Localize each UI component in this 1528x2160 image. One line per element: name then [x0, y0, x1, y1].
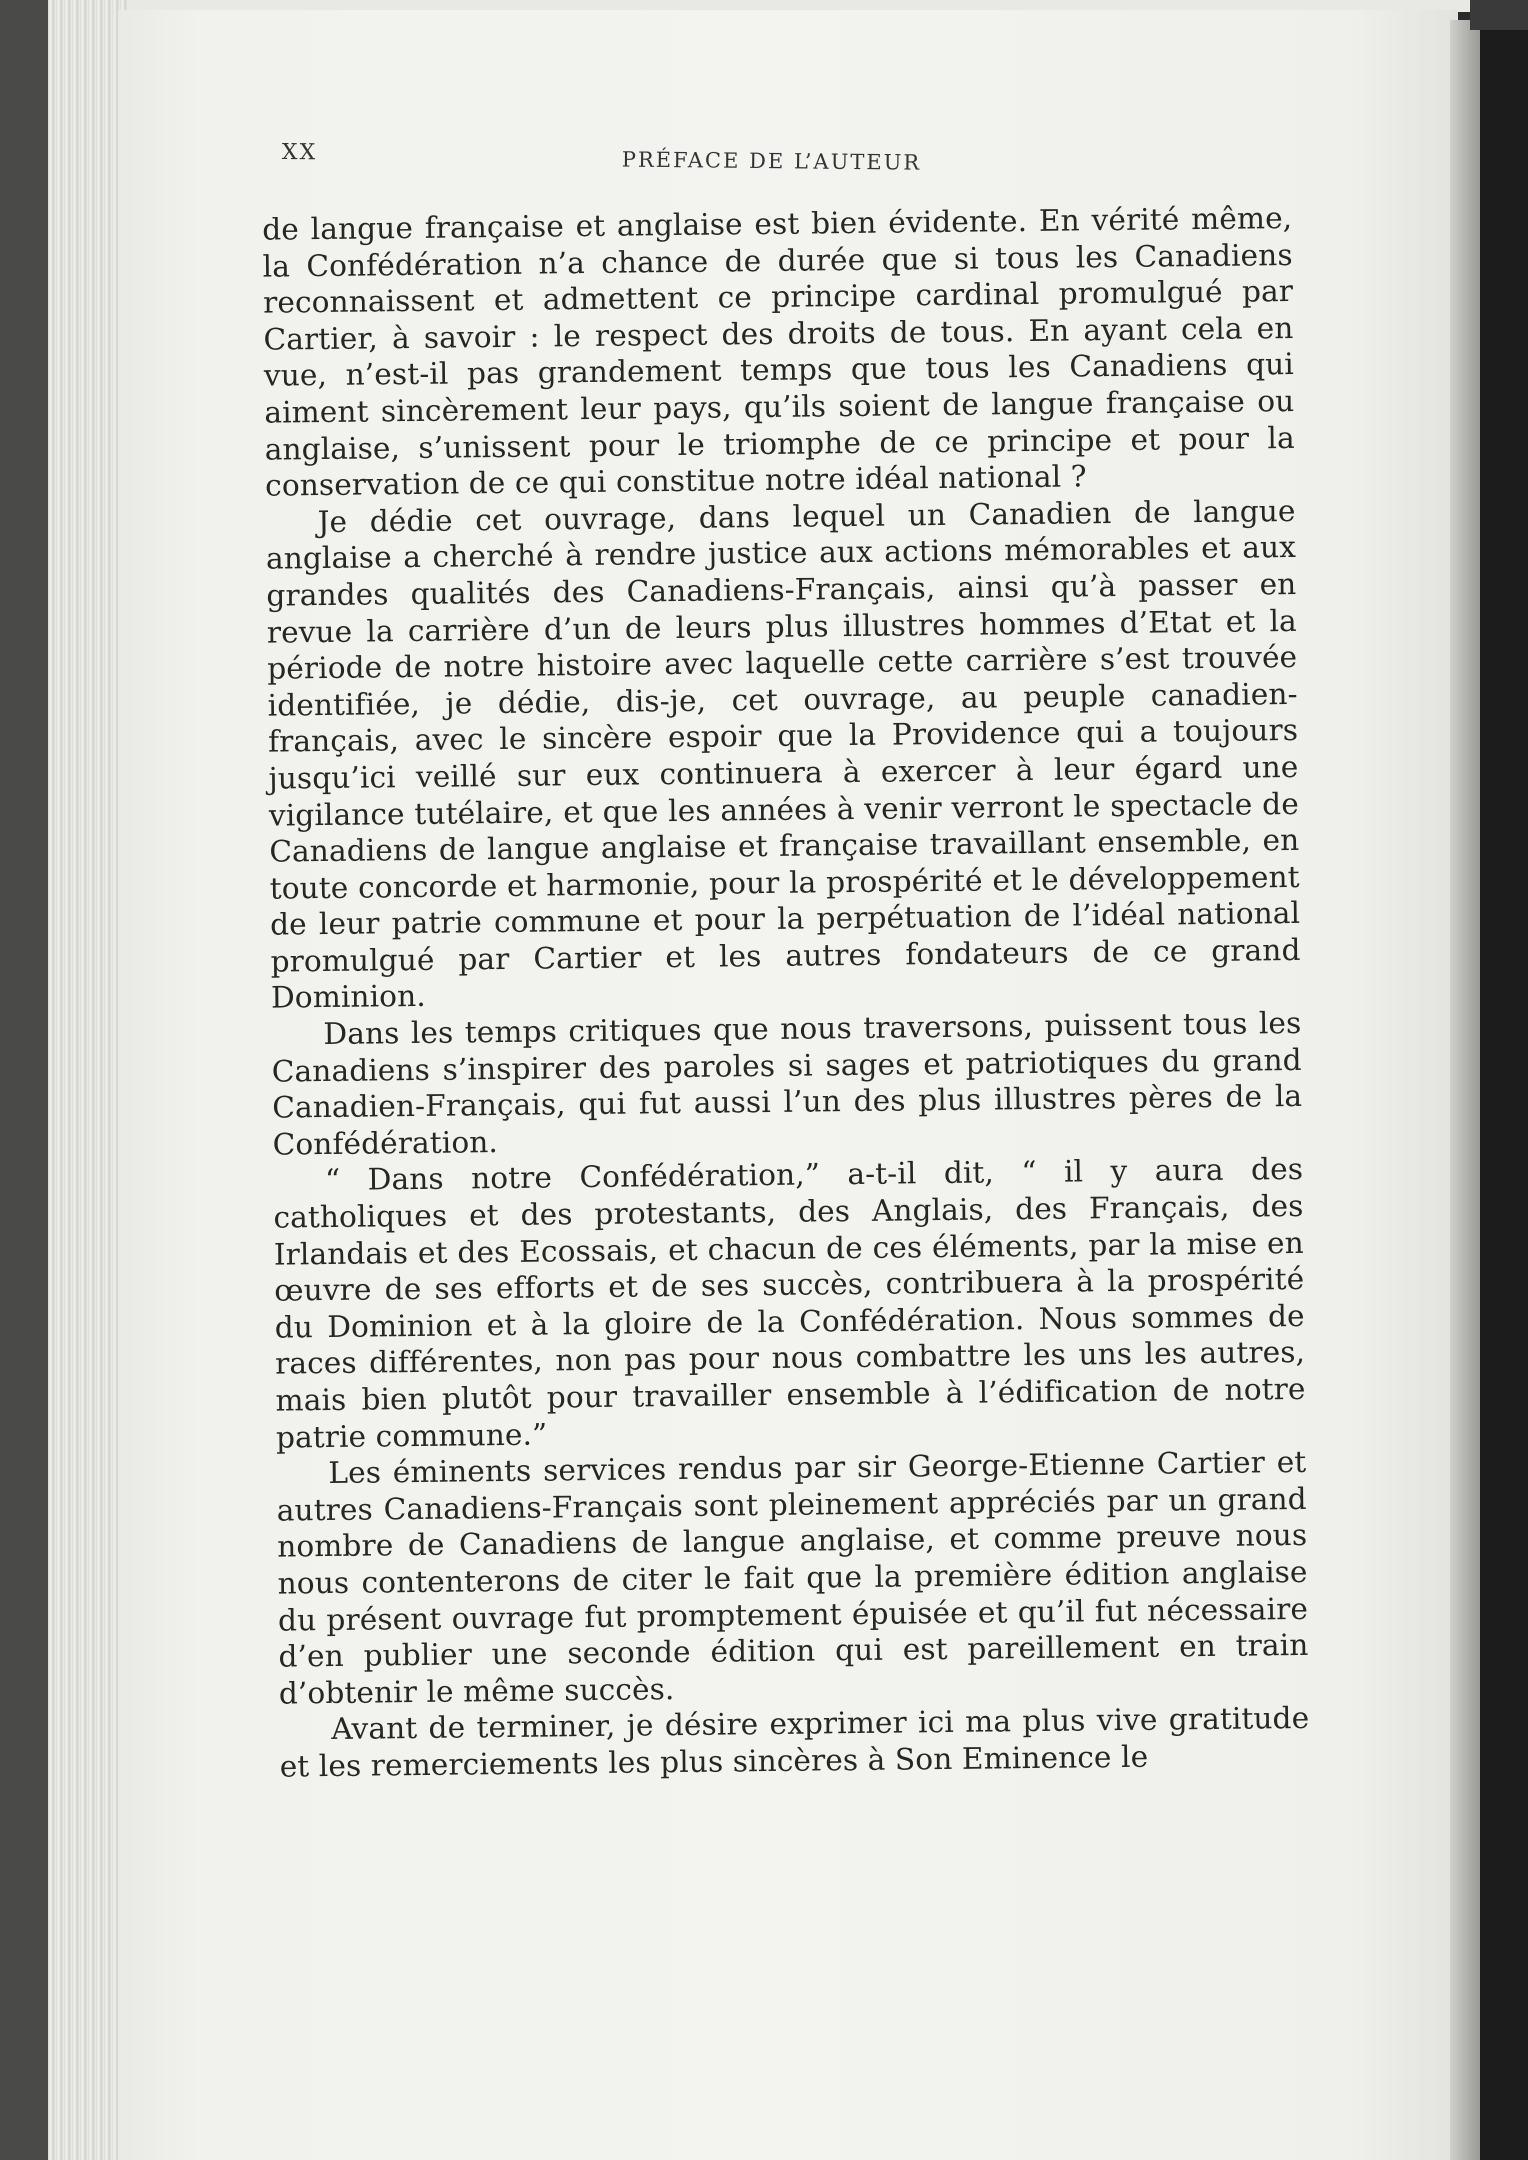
paragraph: Dans les temps critiques que nous traversons, puissent tous les Canadiens s’inspirer des paroles si sages et patriotiques du grand Canadien-Français, qui fut aussi l’un des plus illustres pères de la Confédération.: [271, 1006, 1303, 1162]
running-title: PRÉFACE DE L’AUTEUR: [621, 147, 922, 175]
quotation-paragraph: “ Dans notre Confédération,” a-t-il dit, “ il y aura des catholiques et des protestants, des Anglais, des Français, des Irlandais et des Ecossais, et chacun de ces éléments, par la mise en œuvre de ses efforts et de ses succès, contribuera à la prospérité du Dominion et à la gloire de la Confédération. Nous sommes de races différentes, non pas pour nous combattre les uns les autres, mais bien plutôt pour travailler ensemble à l’édification de notre patrie commune.”: [273, 1152, 1306, 1455]
page-stack-edges: [48, 0, 128, 2160]
scan-corner: [1470, 0, 1528, 30]
running-head: [282, 140, 962, 187]
page-number: XX: [281, 140, 318, 166]
paragraph: de langue française et anglaise est bien évidente. En vérité même, la Confédération n’a chance de durée que si tous les Canadiens reconnaissent et admettent ce principe cardinal promulgué par Cartier, à savoir : le respect des droits de tous. En ayant cela en vue, n’est-il pas grandement temps que tous les Canadiens qui aiment sincèrement leur pays, qu’ils soient de langue française ou anglaise, s’unissent pour le triomphe de ce principe et pour la conservation de ce qui constitue notre idéal national ?: [262, 200, 1295, 503]
page-gutter-shadow: [1450, 20, 1480, 2160]
body-text: [262, 200, 1310, 1785]
paragraph: Avant de terminer, je désire exprimer ici ma plus vive gratitude et les remerciements les plus sincères à Son Eminence le: [279, 1701, 1310, 1784]
paragraph: Les éminents services rendus par sir George-Etienne Cartier et autres Canadiens-Français sont pleinement appréciés par un grand nombre de Canadiens de langue anglaise, et comme preuve nous nous contenterons de citer le fait que la première édition anglaise du présent ouvrage fut promptement épuisée et qu’il fut nécessaire d’en publier une seconde édition qui est pareillement en train d’obtenir le même succès.: [276, 1445, 1309, 1711]
paragraph: Je dédie cet ouvrage, dans lequel un Canadien de langue anglaise a cherché à rendre justice aux actions mémorables et aux grandes qualités des Canadiens-Français, ainsi qu’à passer en revue la carrière d’un de leurs plus illustres hommes d’Etat et la période de notre histoire avec laquelle cette carrière s’est trouvée identifiée, je dédie, dis-je, cet ouvrage, au peuple canadien-français, avec le sincère espoir que la Providence qui a toujours jusqu’ici veillé sur eux continuera à exercer à leur égard une vigilance tutélaire, et que les années à venir verront le spectacle de Canadiens de langue anglaise et française travaillant ensemble, en toute concorde et harmonie, pour la prospérité et le développement de leur patrie commune et pour la perpétuation de l’idéal national promulgué par Cartier et les autres fondateurs de ce grand Dominion.: [265, 493, 1301, 1016]
scan-background-right: [1480, 0, 1528, 2160]
book-cover-edge: [0, 0, 52, 2160]
